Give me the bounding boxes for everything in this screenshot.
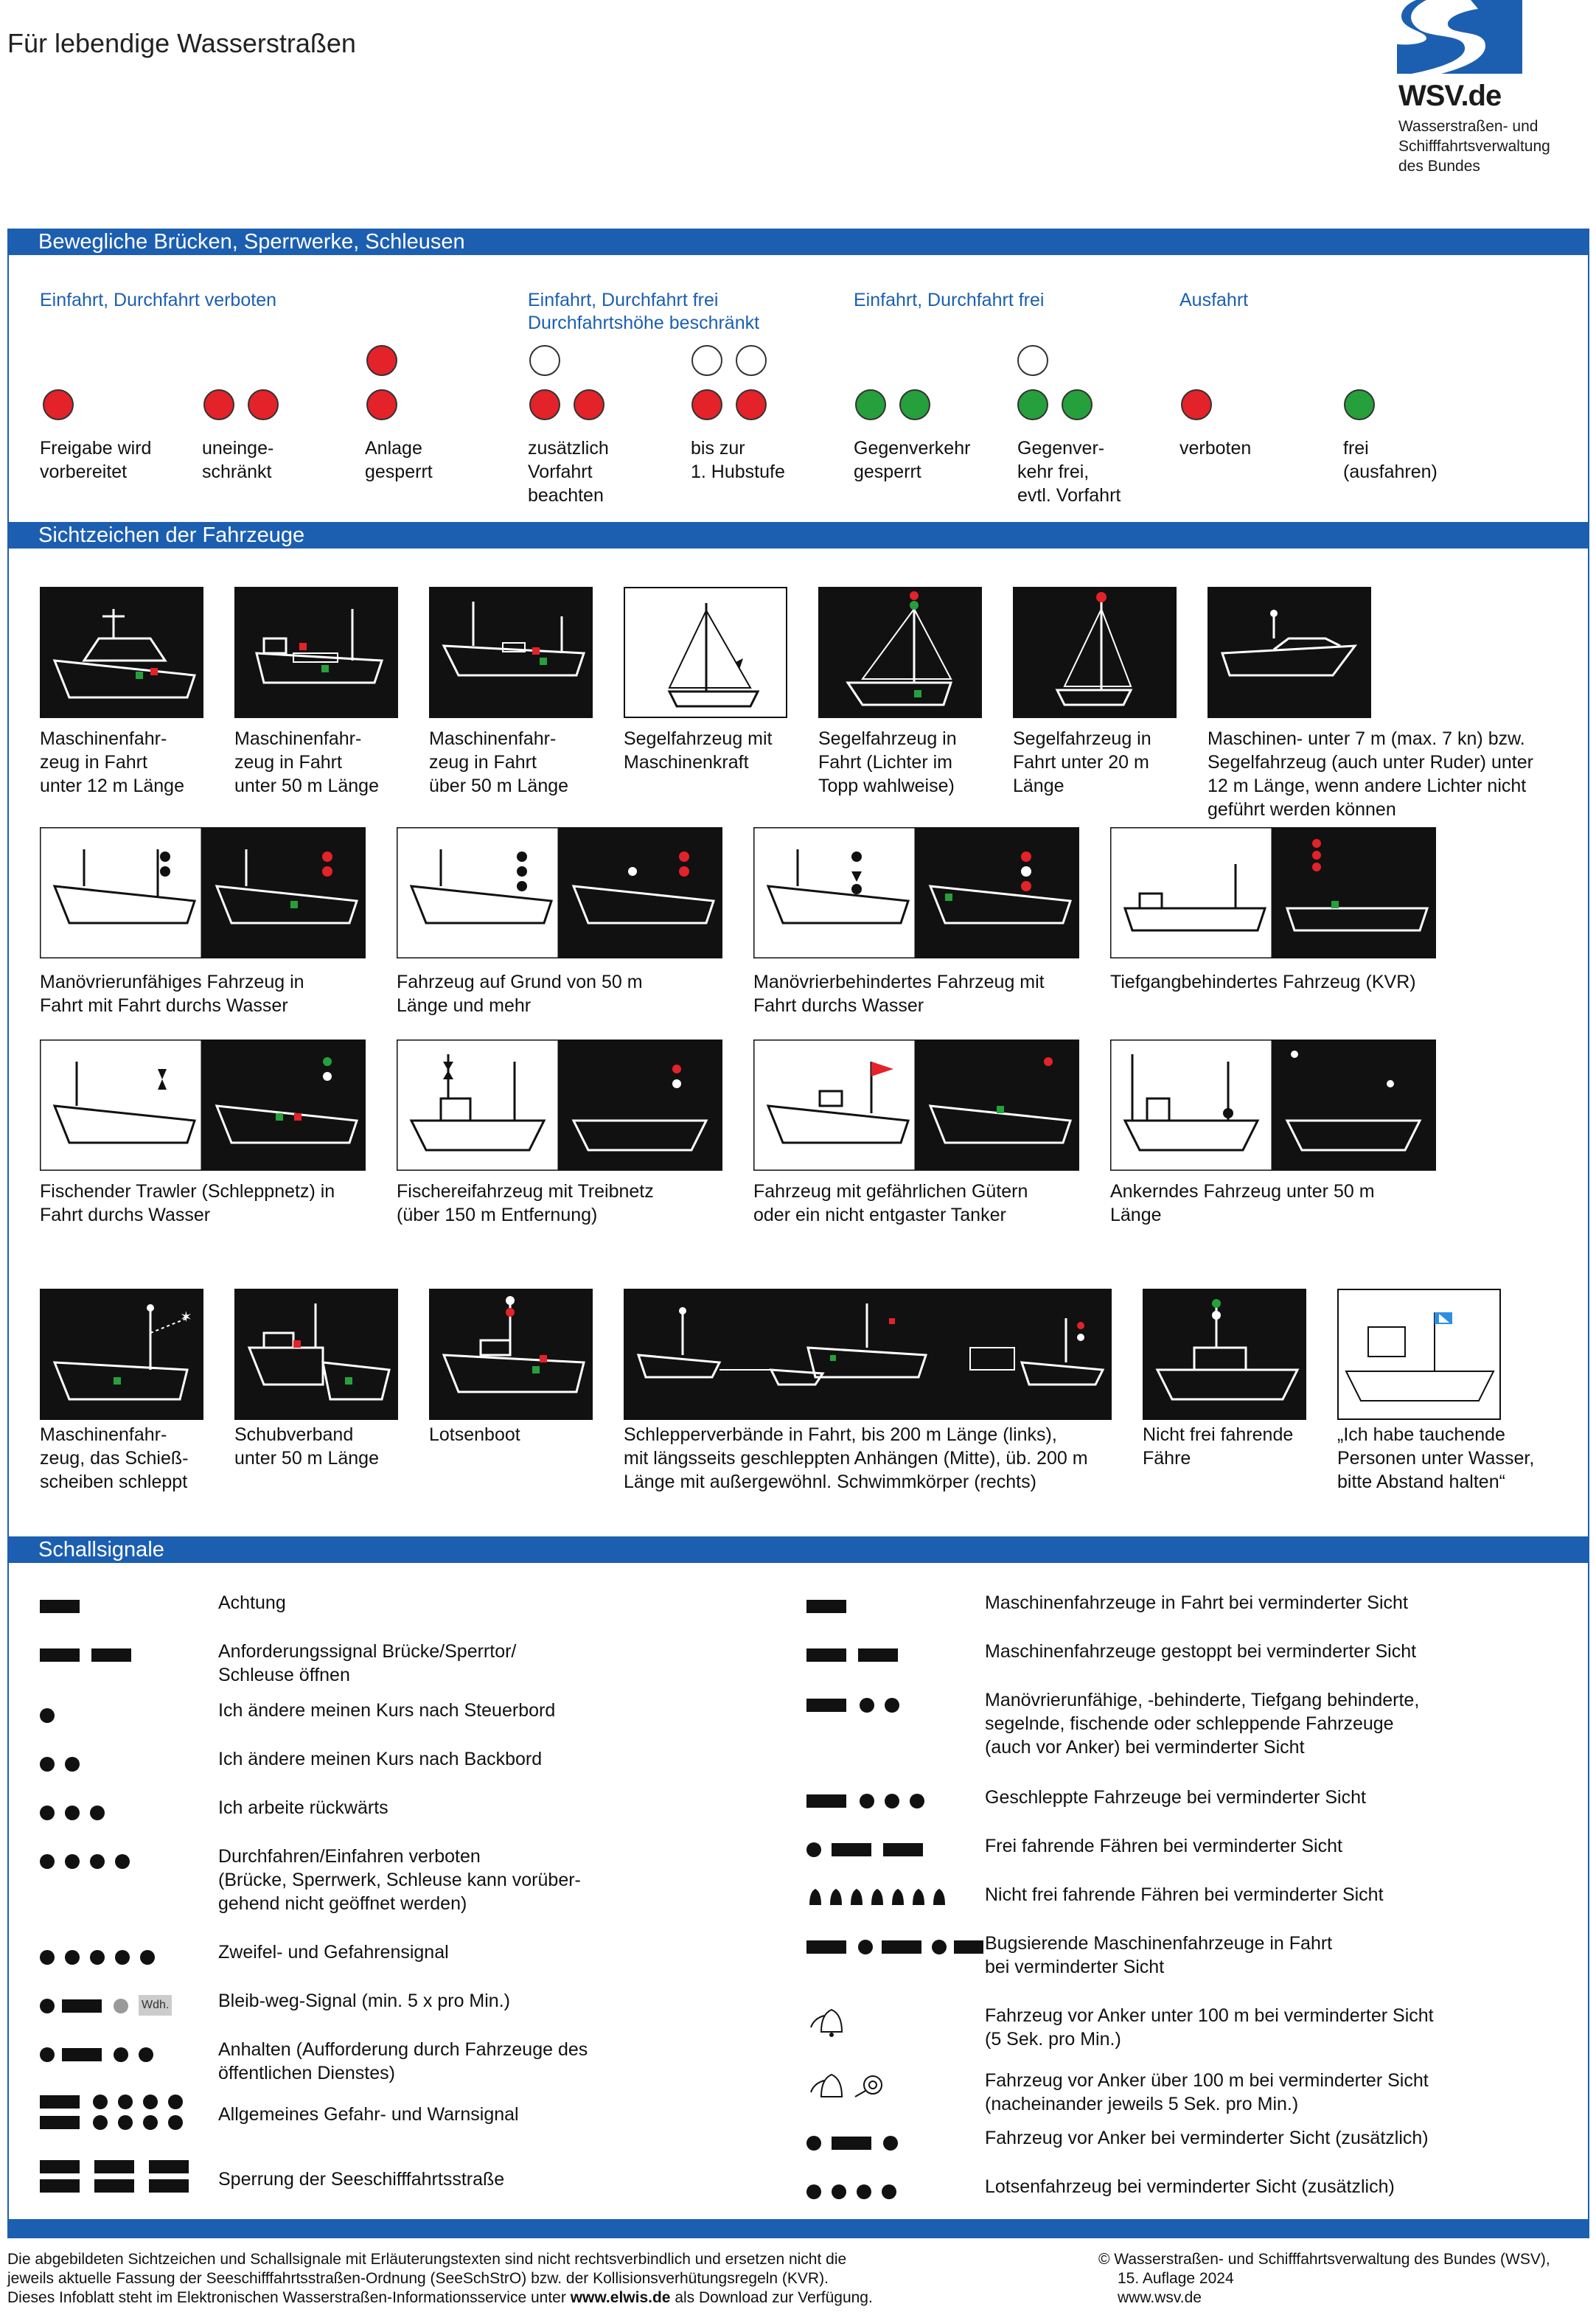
vessel-illustration xyxy=(1013,587,1177,718)
bridge-label: Gegenverkehr gesperrt xyxy=(854,438,971,482)
vessel-caption: Lotsenboot xyxy=(429,1424,520,1445)
sound-pattern xyxy=(806,1936,983,1958)
vessel-illustration xyxy=(40,587,203,718)
vessel-illustration xyxy=(1143,1289,1306,1420)
bridge-label: Freigabe wird vorbereitet xyxy=(40,438,152,482)
sound-meaning: Allgemeines Gefahr- und Warnsignal xyxy=(218,2104,519,2125)
bridge-label: zusätzlich Vorfahrt beachten xyxy=(528,438,609,506)
signal-light-red xyxy=(43,389,74,420)
vessel-illustration-pair xyxy=(1110,827,1436,958)
signal-light-green xyxy=(899,389,930,420)
vessel-illustration-pair xyxy=(397,827,722,958)
signal-light-green xyxy=(1062,389,1093,420)
vessel-illustration xyxy=(429,587,593,718)
footer-copyright: © Wasserstraßen- und Schifffahrtsverwaltung des Bundes (WSV), 15. Auflage 2024 www.wsv.de xyxy=(1098,2250,1585,2308)
sound-meaning: Ich ändere meinen Kurs nach Backbord xyxy=(218,1749,543,1769)
bridge-label: uneinge- schränkt xyxy=(202,438,274,482)
sound-meaning: Anhalten (Aufforderung durch Fahrzeuge des öffentlichen Dienstes) xyxy=(218,2039,588,2083)
cat-free-restricted: Einfahrt, Durchfahrt frei Durchfahrtshöhe beschränkt xyxy=(528,290,760,333)
vessel-caption: Maschinenfahr- zeug in Fahrt über 50 m Länge xyxy=(429,728,569,796)
signal-light-red xyxy=(203,389,234,420)
vessel-illustration xyxy=(818,587,982,718)
bridge-label: frei (ausfahren) xyxy=(1343,438,1438,482)
sound-meaning: Ich arbeite rückwärts xyxy=(218,1797,388,1818)
vessel-caption: Maschinen- unter 7 m (max. 7 kn) bzw. Segelfahrzeug (auch unter Ruder) unter 12 m Länge, wenn andere Lichter nicht geführt werden können xyxy=(1208,728,1533,820)
vessel-illustration xyxy=(429,1289,593,1420)
vessel-caption: Manövrierunfähiges Fahrzeug in Fahrt mit Fahrt durchs Wasser xyxy=(40,972,304,1016)
sound-meaning: Geschleppte Fahrzeuge bei verminderter Sicht xyxy=(985,1787,1366,1808)
bridge-label: verboten xyxy=(1179,438,1252,459)
wsv-logo-icon xyxy=(1397,0,1522,74)
vessel-illustration-pair xyxy=(397,1040,722,1171)
section-visual-title: Sichtzeichen der Fahrzeuge xyxy=(7,522,1589,549)
vessel-illustration-pair xyxy=(40,1040,366,1171)
bridge-label: Anlage gesperrt xyxy=(365,438,433,482)
signal-light-green xyxy=(855,389,886,420)
vessel-caption: Fahrzeug auf Grund von 50 m Länge und mehr xyxy=(397,972,643,1016)
sound-meaning: Bugsierende Maschinenfahrzeuge in Fahrt bei verminderter Sicht xyxy=(985,1933,1333,1977)
logo-sub: Wasserstraßen- und Schifffahrtsverwaltung des Bundes xyxy=(1398,118,1550,175)
vessel-caption: Segelfahrzeug in Fahrt (Lichter im Topp wahlweise) xyxy=(818,728,957,796)
vessel-illustration-pair xyxy=(753,827,1079,958)
vessel-caption: Maschinenfahr- zeug, das Schieß- scheiben schleppt xyxy=(40,1424,189,1492)
vessel-caption: Maschinenfahr- zeug in Fahrt unter 50 m Länge xyxy=(234,728,379,796)
bell-icon xyxy=(806,2005,865,2038)
sound-meaning: Anforderungssignal Brücke/Sperrtor/ Schleuse öffnen xyxy=(218,1641,517,1685)
signal-light-green xyxy=(1344,389,1375,420)
repeat-badge: Wdh. xyxy=(139,1995,172,2016)
sound-meaning: Fahrzeug vor Anker über 100 m bei verminderter Sicht (nacheinander jeweils 5 Sek. pro Min.) xyxy=(985,2070,1429,2114)
bell-gong-icon xyxy=(806,2070,895,2103)
sound-meaning: Nicht frei fahrende Fähren bei verminderter Sicht xyxy=(985,1884,1384,1905)
signal-light-green xyxy=(1017,389,1048,420)
bottom-bar xyxy=(7,2219,1589,2238)
bridge-label: Gegenver- kehr frei, evtl. Vorfahrt xyxy=(1017,438,1121,506)
footer-disclaimer: Die abgebildeten Sichtzeichen und Schallsignale mit Erläuterungstexten sind nicht rechtsverbindlich und ersetzen nicht die jeweils aktuelle Fassung der Seeschifffahrtsstraßen-Ordnung (SeeSchStrO) bzw. der Kollisionsverhütungsregeln (KVR). Dieses Infoblatt steht im Elektronischen Wasserstraßen-Informationsservice unter www.elwis.de als Download zur Verfügung. xyxy=(7,2251,873,2306)
sound-meaning: Achtung xyxy=(218,1592,286,1613)
vessel-illustration xyxy=(624,587,787,718)
vessel-caption: Schubverband unter 50 m Länge xyxy=(234,1424,379,1469)
sound-meaning: Fahrzeug vor Anker bei verminderter Sicht (zusätzlich) xyxy=(985,2128,1429,2148)
signal-light-red xyxy=(366,345,397,376)
signal-light-red xyxy=(736,389,767,420)
signal-light-white xyxy=(736,345,767,376)
sound-meaning: Sperrung der Seeschifffahrtsstraße xyxy=(218,2169,505,2190)
sound-meaning: Maschinenfahrzeuge in Fahrt bei verminderter Sicht xyxy=(985,1592,1408,1613)
wsv-link[interactable]: www.wsv.de xyxy=(1118,2289,1202,2306)
signal-light-white xyxy=(691,345,722,376)
vessel-illustration xyxy=(40,1289,203,1420)
bell-pattern xyxy=(806,1884,954,1907)
sound-meaning: Fahrzeug vor Anker unter 100 m bei verminderter Sicht (5 Sek. pro Min.) xyxy=(985,2005,1434,2050)
vessel-illustration xyxy=(1337,1289,1501,1420)
signal-light-white xyxy=(529,345,560,376)
vessel-illustration-wide xyxy=(624,1289,1112,1420)
section-sound-title: Schallsignale xyxy=(7,1536,1589,1563)
vessel-illustration xyxy=(234,587,398,718)
cat-free: Einfahrt, Durchfahrt frei xyxy=(854,290,1045,310)
vessel-caption: Nicht frei fahrende Fähre xyxy=(1143,1424,1294,1469)
cat-exit: Ausfahrt xyxy=(1179,290,1249,310)
vessel-illustration xyxy=(234,1289,398,1420)
vessel-caption: Segelfahrzeug in Fahrt unter 20 m Länge xyxy=(1013,728,1151,796)
sound-meaning: Maschinenfahrzeuge gestoppt bei verminderter Sicht xyxy=(985,1641,1417,1662)
bridge-label: bis zur 1. Hubstufe xyxy=(691,438,785,482)
vessel-caption: Schlepperverbände in Fahrt, bis 200 m Länge (links), mit längsseits geschleppten Anhängen (Mitte), üb. 200 m Länge mit außergewöhnl. Schwimmkörper (rechts) xyxy=(624,1424,1088,1492)
sound-meaning: Durchfahren/Einfahren verboten (Brücke, Sperrwerk, Schleuse kann vorüber- gehend nicht geöffnet werden) xyxy=(218,1846,581,1914)
signal-light-red xyxy=(529,389,560,420)
vessel-caption: Maschinenfahr- zeug in Fahrt unter 12 m Länge xyxy=(40,728,184,796)
signal-light-red xyxy=(366,389,397,420)
sound-meaning: Ich ändere meinen Kurs nach Steuerbord xyxy=(218,1700,556,1721)
vessel-caption: Tiefgangbehindertes Fahrzeug (KVR) xyxy=(1110,972,1416,992)
vessel-caption: Ankerndes Fahrzeug unter 50 m Länge xyxy=(1110,1181,1375,1225)
svg-text:✶: ✶ xyxy=(180,1309,192,1326)
section-bridges-title: Bewegliche Brücken, Sperrwerke, Schleusen xyxy=(7,229,1589,255)
cat-forbidden: Einfahrt, Durchfahrt verboten xyxy=(40,290,276,310)
vessel-caption: Fischereifahrzeug mit Treibnetz (über 150 m Entfernung) xyxy=(397,1181,654,1225)
signal-light-red xyxy=(574,389,604,420)
vessel-illustration-pair xyxy=(1110,1040,1436,1171)
signal-light-white xyxy=(1017,345,1048,376)
logo-name: WSV.de xyxy=(1398,80,1502,112)
vessel-illustration-pair xyxy=(753,1040,1079,1171)
sound-meaning: Bleib-weg-Signal (min. 5 x pro Min.) xyxy=(218,1991,510,2011)
vessel-illustration xyxy=(1208,587,1371,718)
sound-pattern xyxy=(40,2159,195,2197)
vessel-caption: Fahrzeug mit gefährlichen Gütern oder ein nicht entgaster Tanker xyxy=(753,1181,1028,1225)
vessel-caption: Fischender Trawler (Schleppnetz) in Fahrt durchs Wasser xyxy=(40,1181,335,1225)
tagline: Für lebendige Wasserstraßen xyxy=(7,28,356,58)
sound-meaning: Frei fahrende Fähren bei verminderter Sicht xyxy=(985,1836,1342,1856)
sound-pattern xyxy=(40,2094,187,2132)
sound-meaning: Manövrierunfähige, -behinderte, Tiefgang behinderte, segelnde, fischende oder schleppende Fahrzeuge (auch vor Anker) bei verminderter Sicht xyxy=(985,1690,1420,1758)
sound-meaning: Lotsenfahrzeug bei verminderter Sicht (zusätzlich) xyxy=(985,2176,1395,2197)
signal-light-red xyxy=(691,389,722,420)
vessel-illustration-pair xyxy=(40,827,366,958)
vessel-caption: „Ich habe tauchende Personen unter Wasser, bitte Abstand halten“ xyxy=(1337,1424,1535,1492)
vessel-caption: Segelfahrzeug mit Maschinenkraft xyxy=(624,728,773,773)
signal-light-red xyxy=(248,389,279,420)
vessel-caption: Manövrierbehindertes Fahrzeug mit Fahrt durchs Wasser xyxy=(753,972,1045,1016)
wsv-logo xyxy=(1397,0,1589,177)
sound-meaning: Zweifel- und Gefahrensignal xyxy=(218,1942,449,1963)
sound-pattern xyxy=(40,1995,209,2017)
elwis-link[interactable]: www.elwis.de xyxy=(570,2289,671,2306)
signal-light-red xyxy=(1181,389,1212,420)
